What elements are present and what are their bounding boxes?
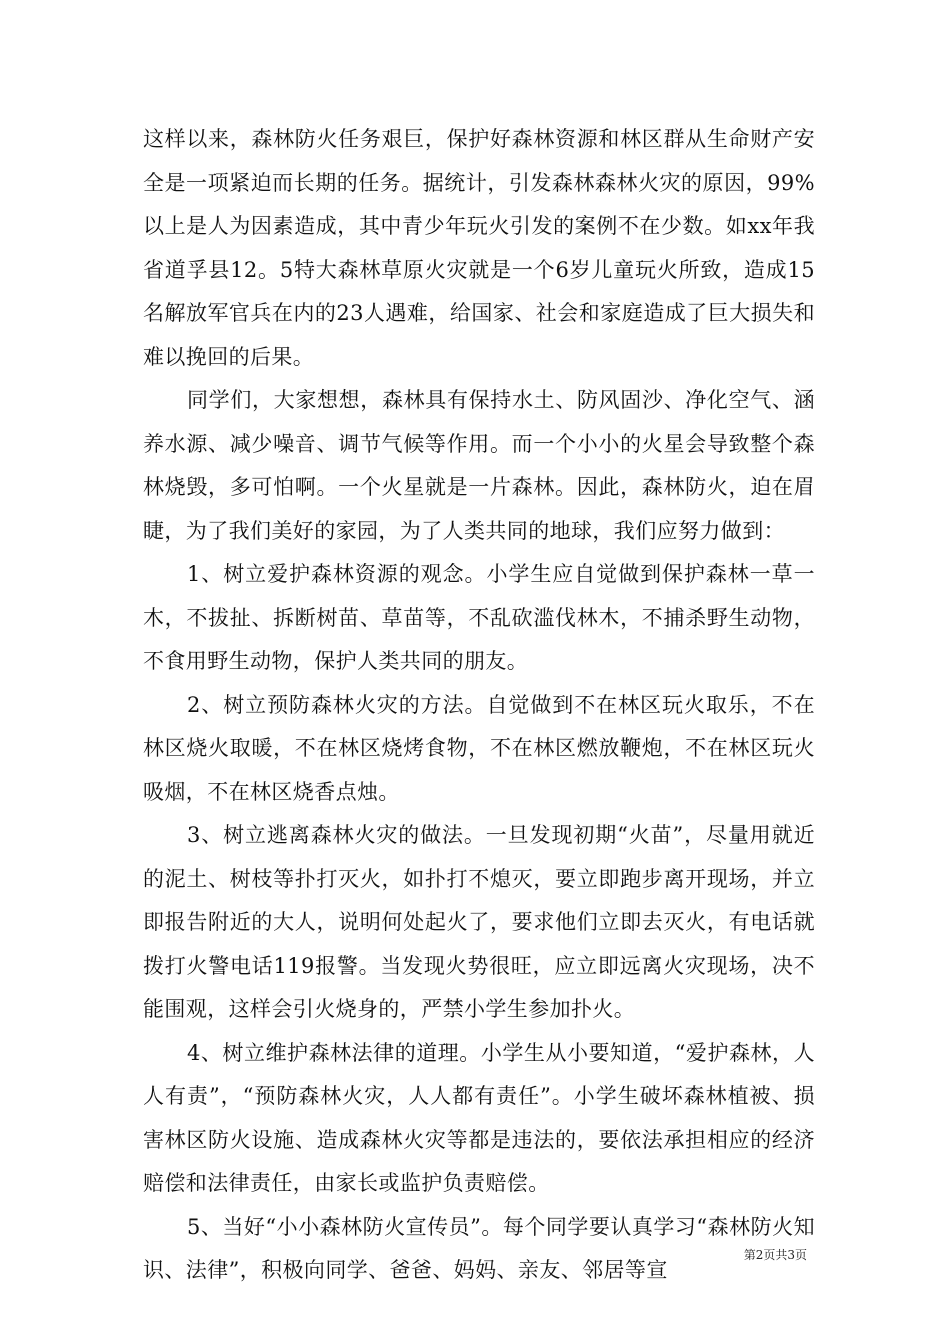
paragraph-intro: 这样以来，森林防火任务艰巨，保护好森林资源和林区群从生命财产安全是一项紧迫而长期的任务。据统计，引发森林森林火灾的原因，99%以上是人为因素造成，其中青少年玩火引发的案例不在少数。如xx年我省道孚县12。5特大森林草原火灾就是一个6岁儿童玩火所致，造成15名解放军官兵在内的23人遇难，给国家、社会和家庭造成了巨大损失和难以挽回的后果。 bbox=[143, 127, 815, 369]
paragraph-item-4: 4、树立维护森林法律的道理。小学生从小要知道，“爱护森林，人人有责”，“预防森林火灾，人人都有责任”。小学生破坏森林植被、损害林区防火设施、造成森林火灾等都是违法的，要依法承担相应的经济赔偿和法律责任，由家长或监护负责赔偿。 bbox=[143, 1040, 815, 1195]
document-body bbox=[143, 118, 815, 1293]
paragraph-classmates: 同学们，大家想想，森林具有保持水土、防风固沙、净化空气、涵养水源、减少噪音、调节气候等作用。而一个小小的火星会导致整个森林烧毁，多可怕啊。一个火星就是一片森林。因此，森林防火，迫在眉睫，为了我们美好的家园，为了人类共同的地球，我们应努力做到： bbox=[143, 388, 815, 543]
page-number-footer: 第2页共3页 bbox=[743, 1248, 807, 1262]
paragraph-item-5: 5、当好“小小森林防火宣传员”。每个同学要认真学习“森林防火知识、法律”，积极向同学、爸爸、妈妈、亲友、邻居等宣 bbox=[143, 1214, 815, 1282]
paragraph-item-3: 3、树立逃离森林火灾的做法。一旦发现初期“火苗”，尽量用就近的泥土、树枝等扑打灭火，如扑打不熄灭，要立即跑步离开现场，并立即报告附近的大人，说明何处起火了，要求他们立即去灭火，有电话就拨打火警电话119报警。当发现火势很旺，应立即远离火灾现场，决不能围观，这样会引火烧身的，严禁小学生参加扑火。 bbox=[143, 823, 815, 1021]
paragraph-item-2: 2、树立预防森林火灾的方法。自觉做到不在林区玩火取乐，不在林区烧火取暖，不在林区烧烤食物，不在林区燃放鞭炮，不在林区玩火吸烟，不在林区烧香点烛。 bbox=[143, 692, 815, 804]
paragraph-item-1: 1、树立爱护森林资源的观念。小学生应自觉做到保护森林一草一木，不拔扯、拆断树苗、草苗等，不乱砍滥伐林木，不捕杀野生动物，不食用野生动物，保护人类共同的朋友。 bbox=[143, 562, 815, 673]
